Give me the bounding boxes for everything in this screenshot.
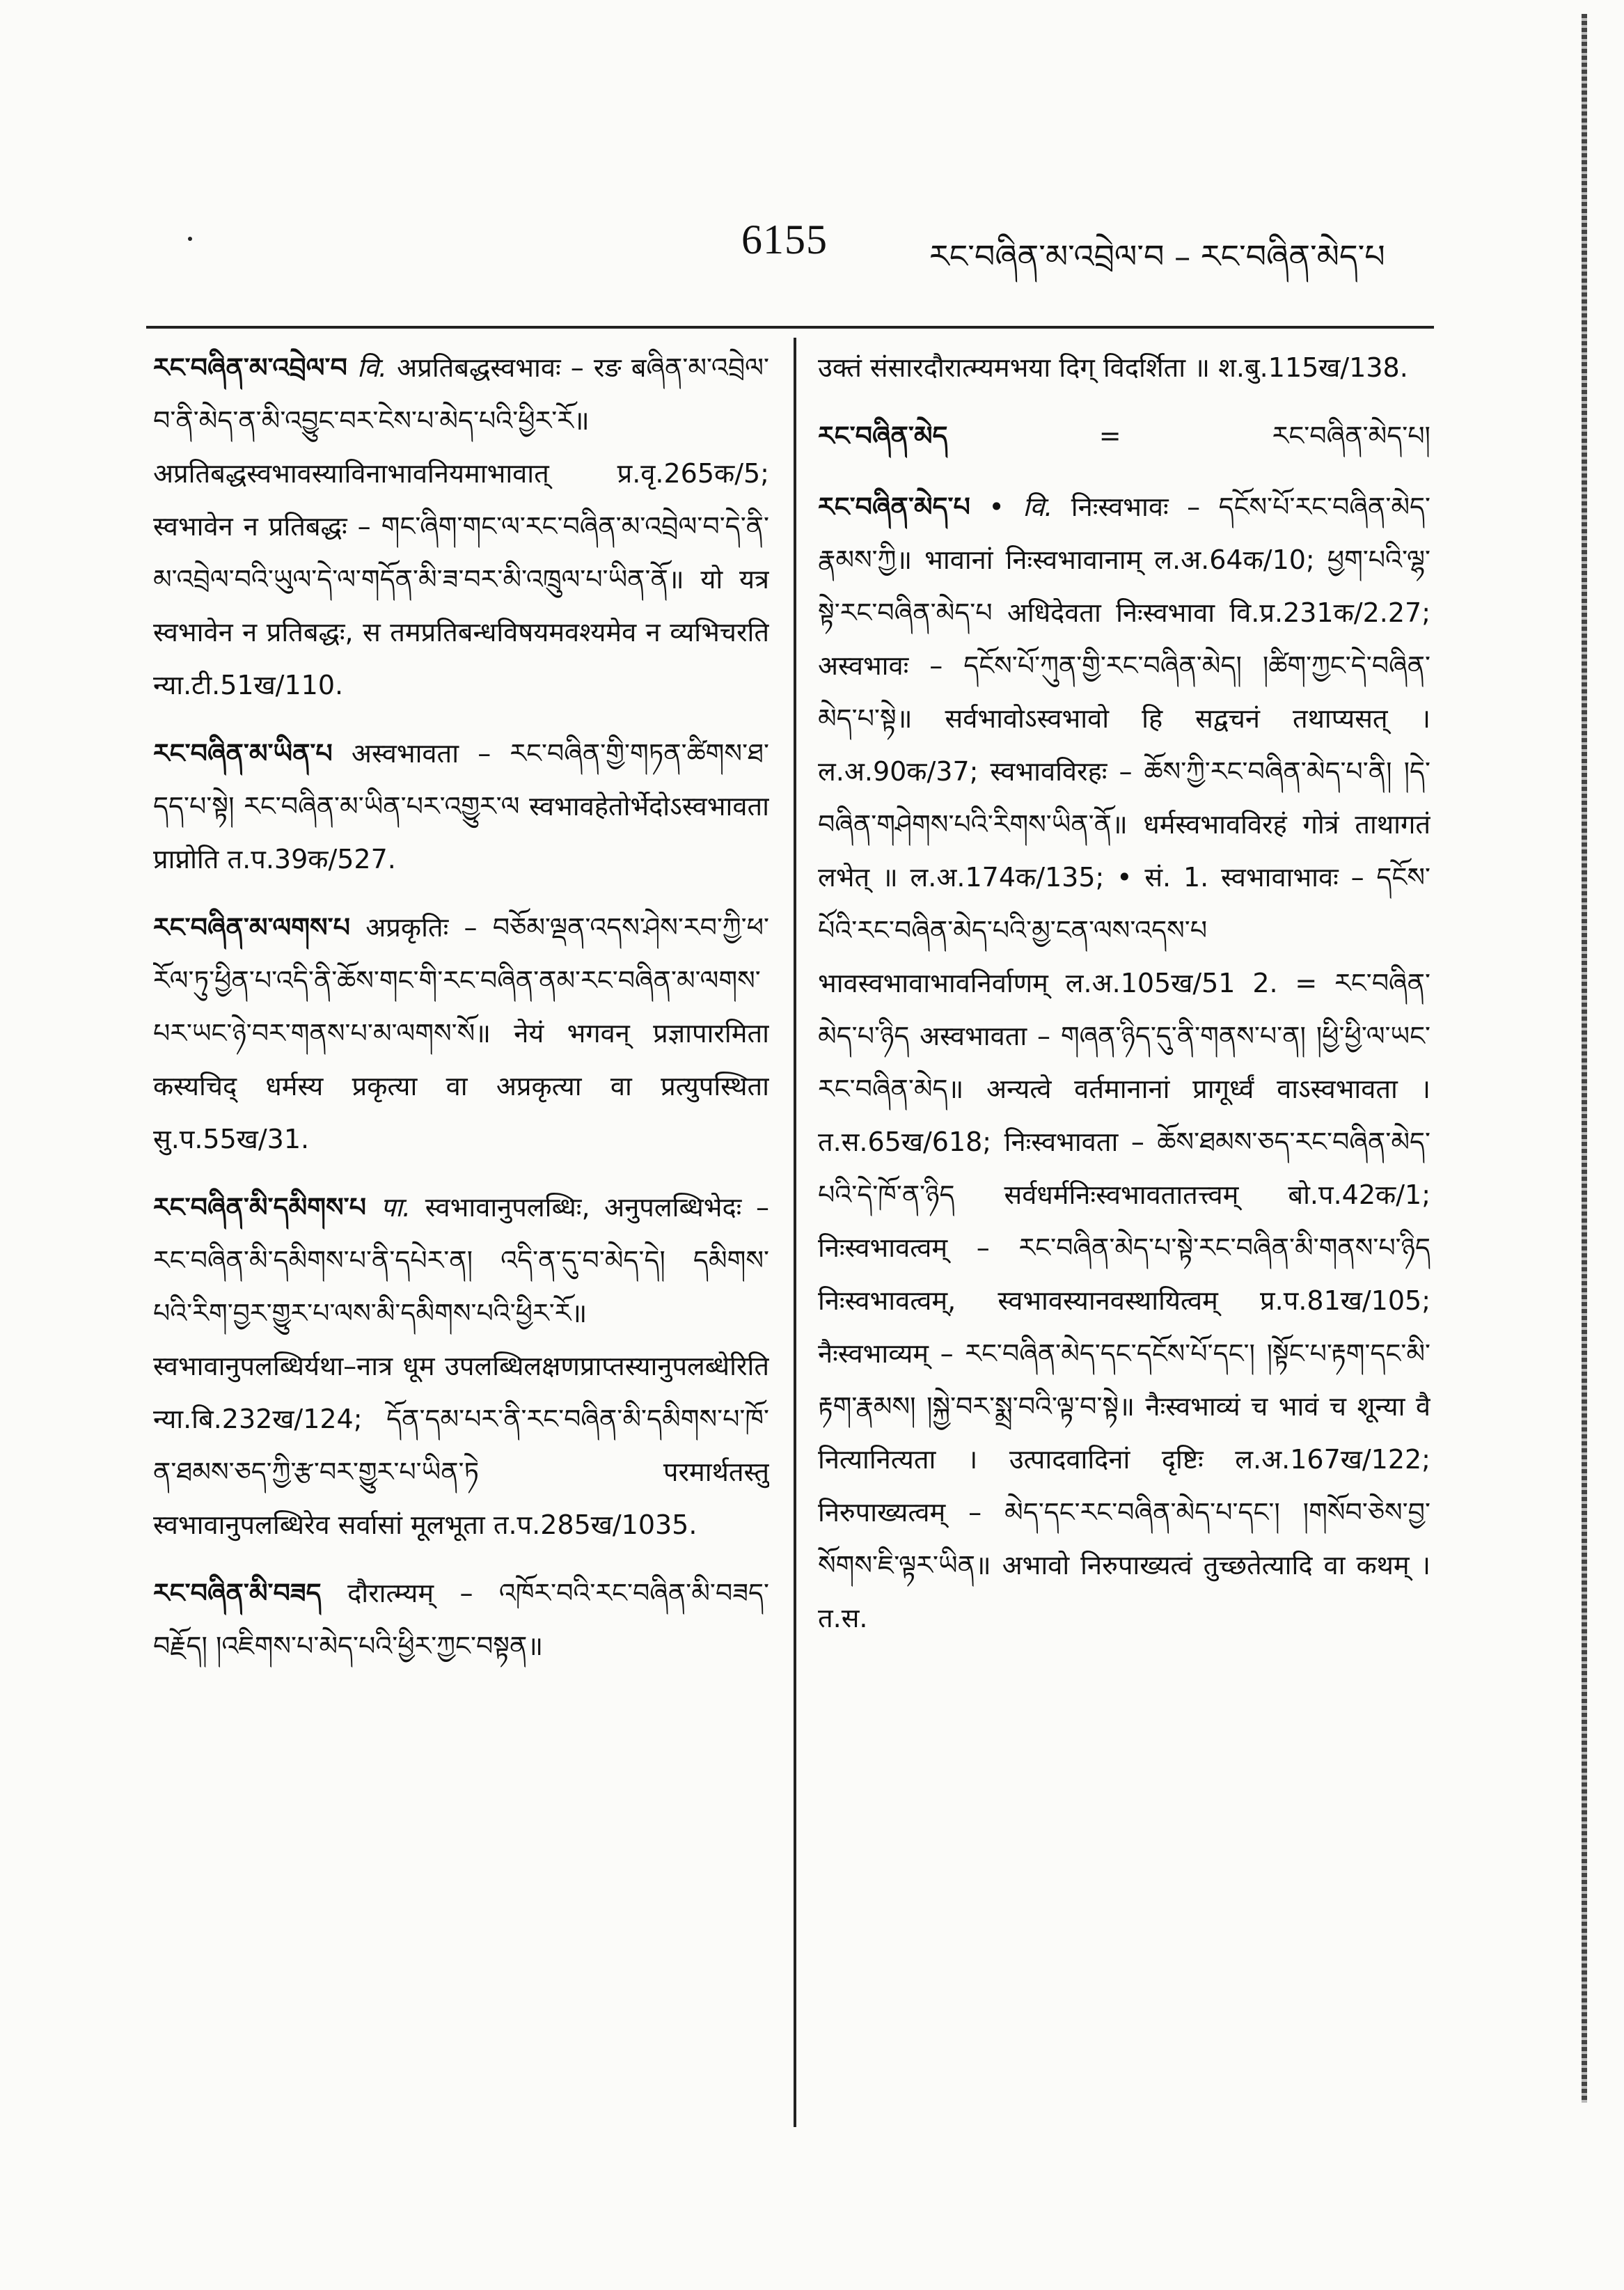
- running-head: རང་བཞིན་མ་འབྲེལ་བ – རང་བཞིན་མེད་པ: [929, 237, 1385, 275]
- synonym-entry: [818, 409, 1430, 462]
- dictionary-entry: [153, 1181, 769, 1551]
- entry-body: अप्रतिबद्धस्वभावः – रङ बཞིན་མ་འབྲེལ་བ་ནི་མེད་ན་མི་འབྱུང་བར་ངེས་པ་མེད་པའི་ཕྱིར་རོ॥ अप्रतिबद्धस्वभावस्याविनाभावनियमाभावात् प्र.वृ.265क/5; स्वभावेन न प्रतिबद्धः – གང་ཞིག་གང་ལ་རང་བཞིན་མ་འབྲེལ་བ་དེ་ནི་མ་འབྲེལ་བའི་ཡུལ་དེ་ལ་གདོན་མི་ཟ་བར་མི་འཁྲུལ་པ་ཡིན་ནོ॥ यो यत्र स्वभावेन न प्रतिबद्धः, स तमप्रतिबन्धविषयमवश्यमेव न व्यभिचरति न्या.टी.51ख/110.: [153, 352, 769, 700]
- entry-body: अस्वभावता – རང་བཞིན་གྱི་གཏན་ཚིགས་ཐ་དད་པ་སྟེ། རང་བཞིན་མ་ཡིན་པར་འགྱུར་ལ स्वभावहेतोर्भेदोऽस्वभावता प्राप्नोति त.प.39क/527.: [153, 738, 769, 875]
- grammar-tag: पा.: [380, 1192, 411, 1223]
- header-rule: [146, 326, 1434, 329]
- page-number: 6155: [741, 217, 828, 262]
- entry-headword: རང་བཞིན་མེད་པ: [818, 492, 970, 522]
- stray-mark: [188, 237, 192, 241]
- entry-body: स्वभावानुपलब्धिः, अनुपलब्धिभेदः – རང་བཞིན་མི་དམིགས་པ་ནི་དཔེར་ན། འདི་ན་དུ་བ་མེད་དེ། དམིགས་པའི་རིག་བྱར་གྱུར་པ་ལས་མི་དམིགས་པའི་ཕྱིར་རོ॥ स्वभावानुपलब्धिर्यथा–नात्र धूम उपलब्धिलक्षणप्राप्तस्यानुपलब्धेरिति न्या.बि.232ख/124; དོན་དམ་པར་ནི་རང་བཞིན་མི་དམིགས་པ་ཁོ་ན་ཐམས་ཅད་ཀྱི་རྩ་བར་གྱུར་པ་ཡིན་ཏེ परमार्थतस्तु स्वभावानुपलब्धिरेव सर्वासां मूलभूता त.प.285ख/1035.: [153, 1192, 769, 1540]
- entry-headword: རང་བཞིན་མ་ཡིན་པ: [153, 738, 333, 769]
- entry-body: दौरात्म्यम् – འཁོར་བའི་རང་བཞིན་མི་བཟད་བརྗོད། །འཇིགས་པ་མེད་པའི་ཕྱིར་ཀྱང་བསྟན॥: [153, 1578, 769, 1661]
- equals-sign: =: [1098, 421, 1121, 451]
- entry-body: अप्रकृतिः – བཅོམ་ལྡན་འདས་ཤེས་རབ་ཀྱི་ཕ་རོལ་ཏུ་ཕྱིན་པ་འདི་ནི་ཆོས་གང་གི་རང་བཞིན་ནམ་རང་བཞིན་མ་ལགས་པར་ཡང་ཉེ་བར་གནས་པ་མ་ལགས་སོ॥ नेयं भगवन् प्रज्ञापारमिता कस्यचिद् धर्मस्य प्रकृत्या वा अप्रकृत्या वा प्रत्युपस्थिता सु.प.55ख/31.: [153, 912, 769, 1154]
- grammar-tag: वि.: [356, 352, 388, 383]
- dictionary-entry: [153, 727, 769, 886]
- page-edge-binding: [1582, 14, 1587, 2103]
- entry-headword: རང་བཞིན་མེད: [818, 421, 948, 451]
- dictionary-entry: [153, 341, 769, 712]
- right-column: [818, 341, 1430, 2124]
- entry-headword: རང་བཞིན་མ་འབྲེལ་བ: [153, 352, 347, 383]
- dictionary-entry: [153, 1567, 769, 1672]
- entry-headword: རང་བཞིན་མི་བཟད: [153, 1578, 322, 1608]
- entry-body: उक्तं संसारदौरात्म्यमभया दिग् विदर्शिता ॥ श.बु.115ख/138.: [818, 352, 1408, 383]
- column-divider: [794, 338, 796, 2127]
- dictionary-entry: [818, 480, 1430, 1645]
- dictionary-entry-continuation: [818, 341, 1430, 394]
- entry-body: निःस्वभावः – དངོས་པོ་རང་བཞིན་མེད་རྣམས་ཀྱི॥ भावानां निःस्वभावानाम् ल.अ.64क/10; ཕྱག་པའི་ལྷ་སྟེ་རང་བཞིན་མེད་པ अधिदेवता निःस्वभावा वि.प्र.231क/2.27; अस्वभावः – དངོས་པོ་ཀུན་གྱི་རང་བཞིན་མེད། །ཚིག་ཀྱང་དེ་བཞིན་མེད་པ་སྟེ॥ सर्वभावोऽस्वभावो हि सद्वचनं तथाप्यसत् । ल.अ.90क/37; स्वभावविरहः – ཆོས་ཀྱི་རང་བཞིན་མེད་པ་ནི། །དེ་བཞིན་གཤེགས་པའི་རིགས་ཡིན་ནོ॥ धर्मस्वभावविरहं गोत्रं ताथागतं लभेत् ॥ ल.अ.174क/135; • सं. 1. स्वभावाभावः – དངོས་པོའི་རང་བཞིན་མེད་པའི་མྱ་ངན་ལས་འདས་པ भावस्वभावाभावनिर्वाणम् ल.अ.105ख/51 2. = རང་བཞིན་མེད་པ་ཉིད अस्वभावता – གཞན་ཉིད་དུ་ནི་གནས་པ་ན། །ཕྱི་ཕྱི་ལ་ཡང་རང་བཞིན་མེད॥ अन्यत्वे वर्तमानानां प्रागूर्ध्वं वाऽस्वभावता । त.स.65ख/618; निःस्वभावता – ཆོས་ཐམས་ཅད་རང་བཞིན་མེད་པའི་དེ་ཁོ་ན་ཉིད सर्वधर्मनिःस्वभावतातत्त्वम् बो.प.42क/1; निःस्वभावत्वम् – རང་བཞིན་མེད་པ་སྟེ་རང་བཞིན་མི་གནས་པ་ཉིད निःस्वभावत्वम्, स्वभावस्यानवस्थायित्वम् प्र.प.81ख/105; नैःस्वभाव्यम् – རང་བཞིན་མེད་དང་དངོས་པོ་དང་། །སྟོང་པ་རྟག་དང་མི་རྟག་རྣམས། །སྐྱེ་བར་སྨྲ་བའི་ལྟ་བ་སྟེ॥ नैःस्वभाव्यं च भावं च शून्या वै नित्यानित्यता । उत्पादवादिनां दृष्टिः ल.अ.167ख/122; निरुपाख्यत्वम् – མེད་དང་རང་བཞིན་མེད་པ་དང་། །གསོབ་ཅེས་བྱ་སོགས་ཇི་ལྟར་ཡིན॥ अभावो निरुपाख्यत्वं तुच्छतेत्यादि वा कथम् । त.स.: [818, 492, 1430, 1633]
- dictionary-entry: [153, 901, 769, 1166]
- grammar-tag: • वि.: [988, 492, 1053, 522]
- entry-headword: རང་བཞིན་མ་ལགས་པ: [153, 912, 350, 943]
- left-column: [153, 341, 769, 2124]
- synonym-target: རང་བཞིན་མེད་པ།: [1272, 421, 1430, 451]
- entry-headword: རང་བཞིན་མི་དམིགས་པ: [153, 1192, 366, 1223]
